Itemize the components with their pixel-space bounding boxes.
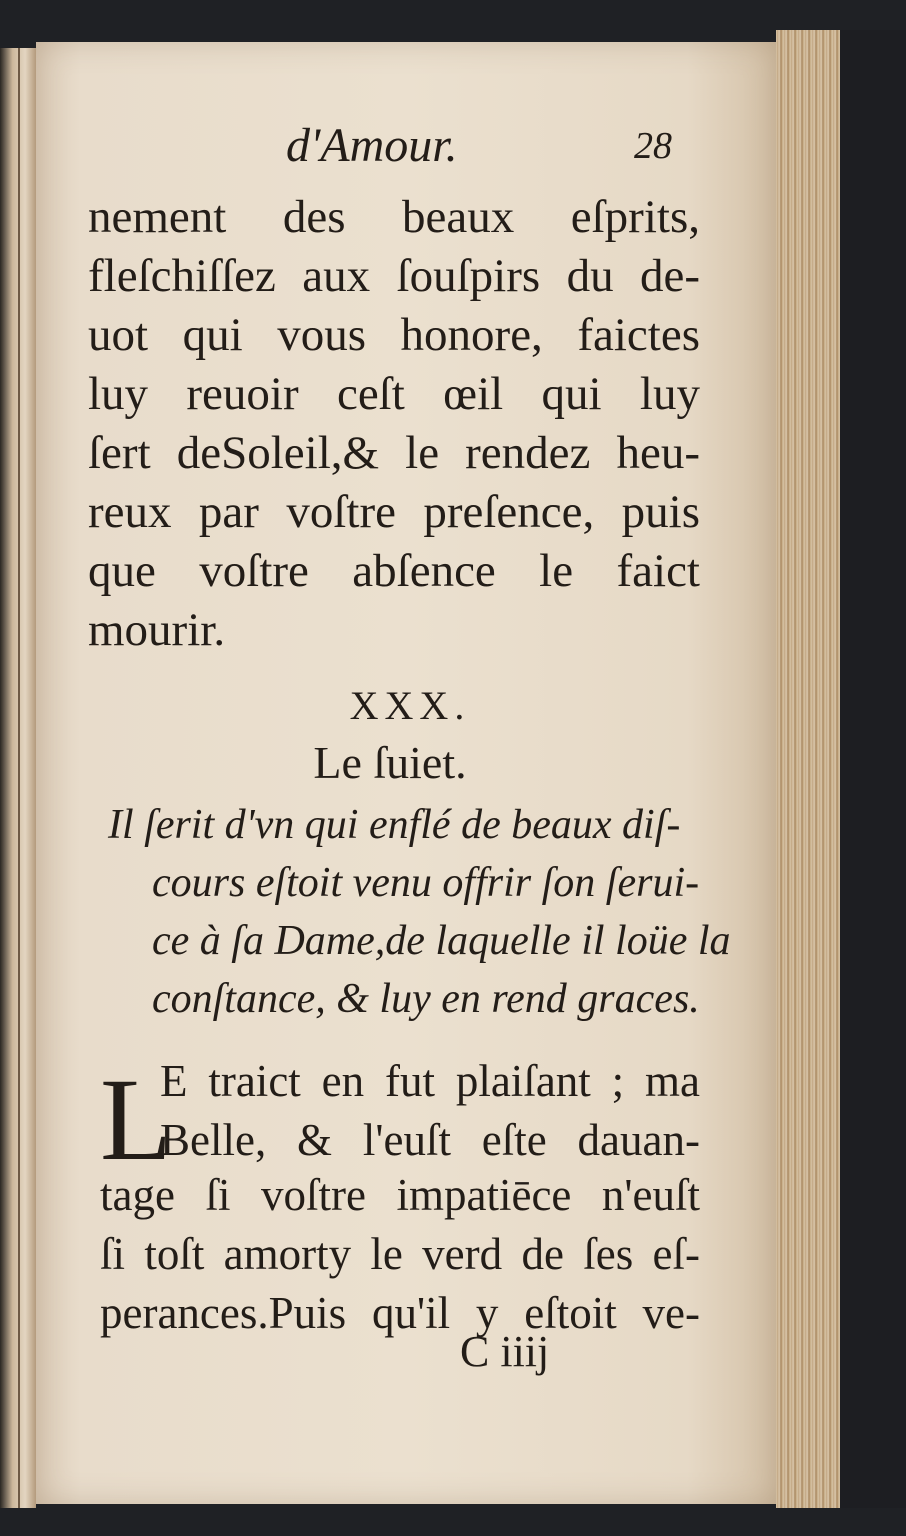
section-number: XXX. (349, 683, 471, 728)
drop-cap: L (100, 1054, 173, 1185)
text-line: nement des beaux eſprits, (88, 191, 700, 243)
argument-line: Il ſerit d'vn qui enflé de beaux diſ- (108, 802, 681, 848)
argument (108, 796, 731, 1028)
text-line: E traict en fut plaiſant ; ma (160, 1056, 700, 1106)
paragraph-2 (100, 1166, 700, 1343)
section-title: Le ſuiet. (313, 737, 467, 788)
page-stack-edges (776, 30, 840, 1508)
text-line: Belle, & l'euſt eſte dauan- (160, 1115, 700, 1165)
text-line: reux par voſtre preſence, puis (88, 486, 700, 538)
text-line: fleſchiſſez aux ſouſpirs du de- (88, 250, 700, 302)
signature-mark: C iiij (460, 1327, 550, 1376)
text-line: perances.Puis qu'il y eſtoit ve- (100, 1288, 700, 1338)
paragraph-1 (88, 188, 700, 660)
paragraph-2-indented (160, 1052, 700, 1170)
text-line: que voſtre abſence le faict (88, 545, 700, 597)
text-line: ſi toſt amorty le verd de ſes eſ- (100, 1229, 700, 1279)
argument-line: conſtance, & luy en rend graces. (152, 976, 700, 1022)
running-head: d'Amour. (286, 119, 458, 172)
backdrop-right (840, 30, 906, 1508)
text-line: luy reuoir ceſt œil qui luy (88, 368, 700, 420)
text-line: tage ſi voſtre impatiēce n'euſt (100, 1170, 700, 1220)
argument-line: cours eſtoit venu offrir ſon ſerui- (152, 860, 700, 906)
argument-line: ce à ſa Dame,de laquelle il loüe la (152, 918, 731, 964)
text-line: mourir. (88, 604, 226, 656)
text-line: ſert deSoleil,& le rendez heu- (88, 427, 700, 479)
page-number: 28 (634, 125, 672, 167)
text-line: uot qui vous honore, faictes (88, 309, 700, 361)
